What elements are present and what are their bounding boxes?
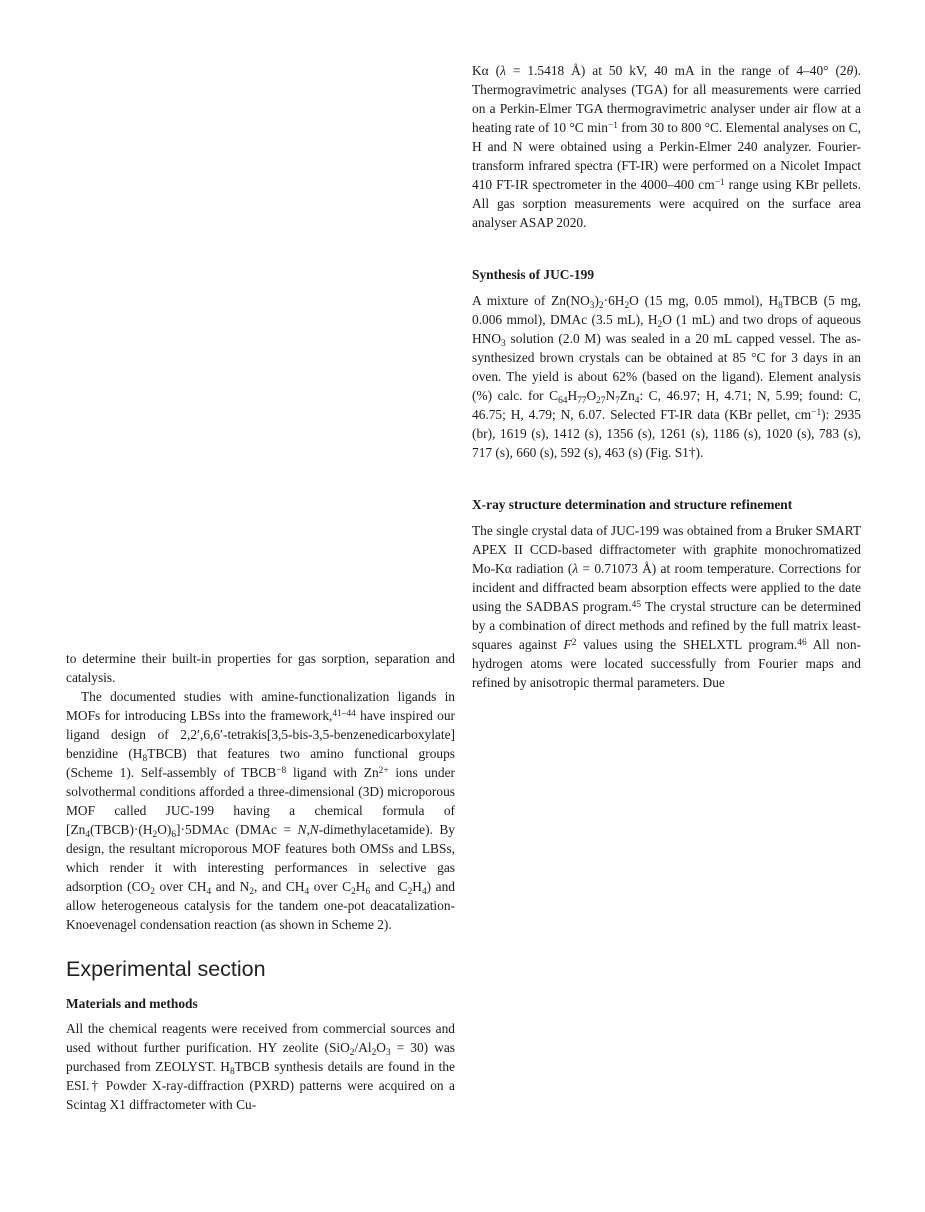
paragraph-materials-methods: All the chemical reagents were received from commercial sources and used without further purification. HY zeolite $(SiO_2/Al_2O_3 = 30)$ was purchased from ZEOLYST. $H_8TBCB$ synthesis details are found in the ESI.† Powder X-ray-diffraction (PXRD) patterns were acquired on a Scintag X1 diffractometer with Cu- (66, 1021, 456, 1112)
paragraph-instrumentation: Kα (λ = 1.5418 Å) at 50 kV, 40 mA in the range of 4–40° (2θ). Thermogravimetric analyses (TGA) for all measurements were carried on a Perkin-Elmer TGA thermogravimetric analyser under air flow at a heating rate of 10 °C $\min^{-1}$ from 30 to 800 °C. Elemental analyses on C, H and N were obtained using a Perkin-Elmer 240 analyzer. Fourier-transform infrared spectra (FT-IR) were performed on a Nicolet Impact 410 FT-IR spectrometer in the 4000–400 $cm^{-1}$ range using KBr pellets. All gas sorption measurements were acquired on the surface area analyser ASAP 2020. (472, 63, 862, 230)
section-heading-experimental: Experimental section (66, 957, 266, 981)
subsection-heading-materials-methods: Materials and methods (66, 996, 198, 1011)
right-column (472, 61, 861, 692)
subsection-heading-synthesis: Synthesis of JUC-199 (472, 267, 595, 282)
subsection-heading-xray-structure: X-ray structure determination and structure refinement (472, 497, 793, 512)
paragraph-synthesis: A mixture of $Zn(NO_3)_2\cdot 6H_2O$ (15 mg, 0.05 mmol), $H_8TBCB$ (5 mg, 0.006 mmol), DMAc (3.5 mL), $H_2O$ (1 mL) and two drops of aqueous $HNO_3$ solution (2.0 M) was sealed in a 20 mL capped vessel. The as-synthesized brown crystals can be obtained at 85 °C for 3 days in an oven. The yield is about 62% (based on the ligand). Element analysis (%) calc. for $C_{64}H_{77}O_{27}N_7Zn_4$: C, 46.97; H, 4.71; N, 5.99; found: C, 46.75; H, 4.79; N, 6.07. Selected FT-IR data (KBr pellet, $cm^{-1}$): 2935 (br), 1619 (s), 1412 (s), 1356 (s), 1261 (s), 1186 (s), 1020 (s), 783 (s), 717 (s), 660 (s), 592 (s), 463 (s) (Fig. S1†). (472, 293, 862, 460)
paragraph-ligand-design: The documented studies with amine-functionalization ligands in MOFs for introducing LBSs into the framework,$^{41-44}$ have inspired our ligand design of 2,2′,6,6′-tetrakis[3,5-bis-3,5-benzenedicarboxylate] benzidine $(H_8TBCB)$ that features two amino functional groups (Scheme 1). Self-assembly of $TBCB^{-8}$ ligand with $Zn^{2+}$ ions under solvothermal conditions afforded a three-dimensional (3D) microporous MOF called JUC-199 having a chemical formula of $[Zn_4(TBCB)\cdot(H_2O)_6]\cdot 5DMAc$ (DMAc = N,N-dimethylacetamide). By design, the resultant microporous MOF features both OMSs and LBSs, which render it with interesting performances in selective gas adsorption ($CO_2$ over $CH_4$ and $N_2$, and $CH_4$ over $C_2H_6$ and $C_2H_4$) and allow heterogeneous catalysis for the tandem one-pot deacatalization-Knoevenagel condensation reaction (as shown in Scheme 2). (66, 689, 456, 932)
paragraph-intro-continuation: to determine their built-in properties for gas sorption, separation and catalysis. (66, 651, 455, 685)
left-column (66, 649, 455, 1114)
paragraph-xray-structure: The single crystal data of JUC-199 was obtained from a Bruker SMART APEX II CCD-based diffractometer with graphite monochromatized Mo-Kα radiation (λ = 0.71073 Å) at room temperature. Corrections for incident and diffracted beam absorption effects were applied to the date using the SADBAS program.$^{45}$ The crystal structure can be determined by a combination of direct methods and refined by the full matrix least-squares against $F^2$ values using the SHELXTL program.$^{46}$ All non-hydrogen atoms were located successfully from Fourier maps and refined by anisotropic thermal parameters. Due (472, 523, 862, 690)
